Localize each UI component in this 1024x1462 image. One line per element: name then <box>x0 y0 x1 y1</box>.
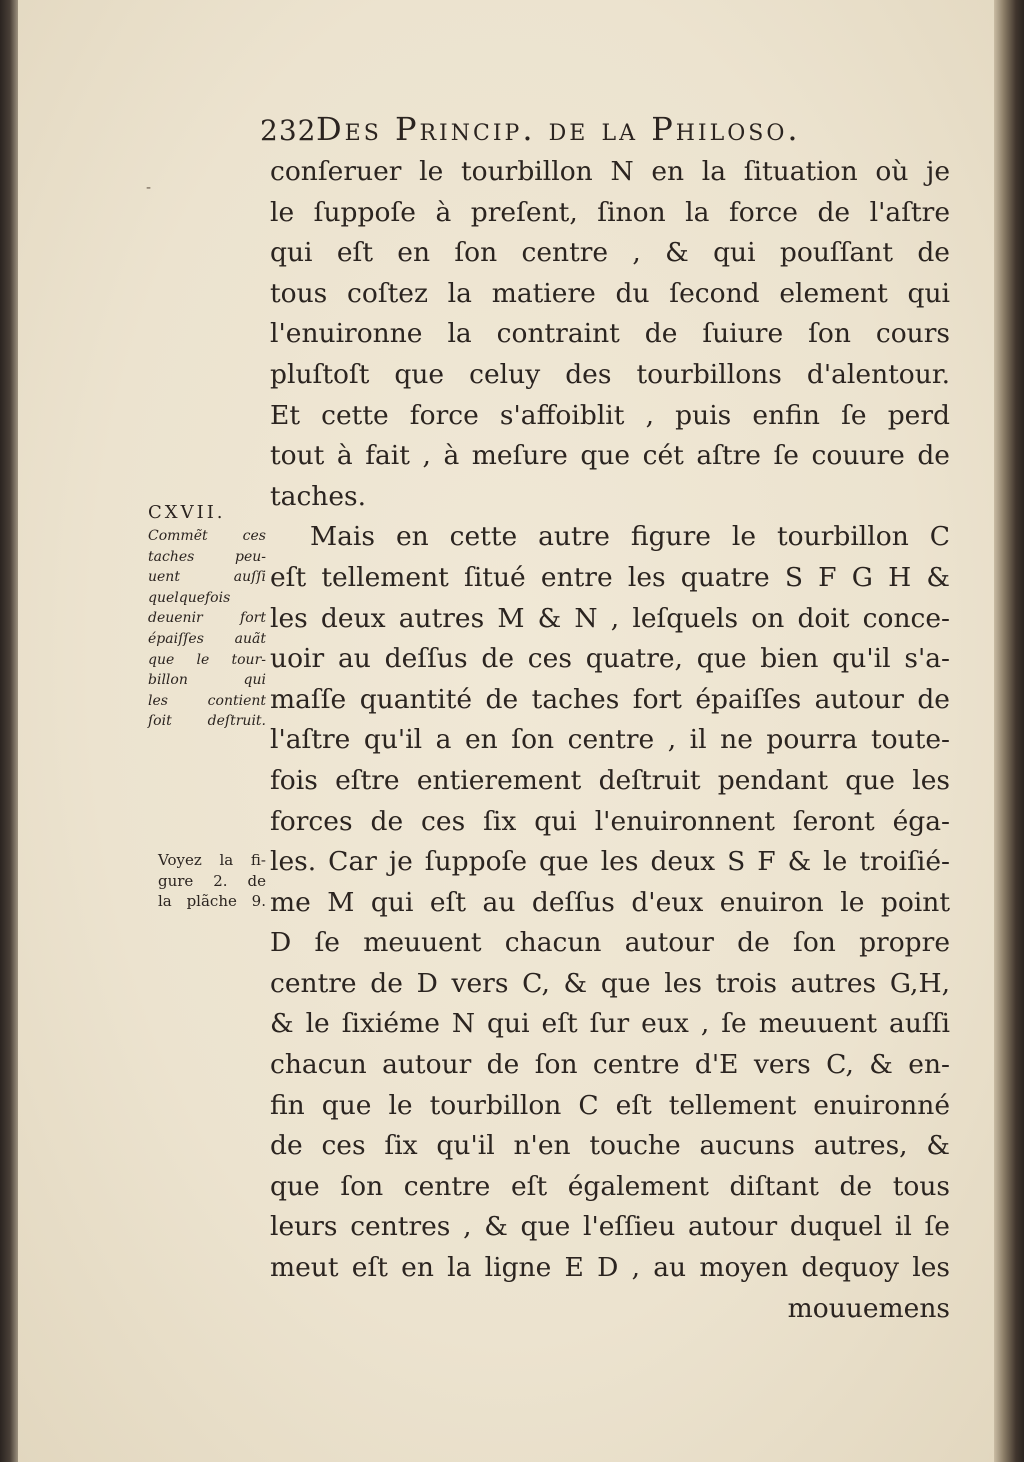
text-line: uoir au deſſus de ces quatre, que bien qu'il s'a- <box>270 643 950 675</box>
margin-note-line: Commẽt ces <box>148 528 266 544</box>
margin-note-line: ſoit deſtruit. <box>148 713 266 730</box>
margin-note-line: la plãche 9. <box>158 892 266 910</box>
article-number: CXVII. <box>148 502 226 523</box>
text-line: conſeruer le tourbillon N en la ſituation où je <box>270 156 950 187</box>
margin-note-line: épaiſſes auãt <box>148 630 266 647</box>
margin-note-line: Voyez la fi- <box>158 851 266 869</box>
text-line: qui eſt en ſon centre , & qui pouſſant de <box>270 237 950 269</box>
text-line: D ſe meuuent chacun autour de ſon propre <box>270 927 950 959</box>
text-line: centre de D vers C, & que les trois autres G,H, <box>270 967 950 999</box>
text-line: fois eſtre entierement deſtruit pendant que les <box>270 764 950 796</box>
text-line: eſt tellement ſitué entre les quatre S F G H & <box>270 561 950 593</box>
catchword: mouuemens <box>787 1292 950 1324</box>
page-edge-shadow <box>994 0 1024 1462</box>
margin-note-line: quelquefois <box>148 589 231 606</box>
text-line: tout à fait , à meſure que cét aſtre ſe couure de <box>270 440 950 472</box>
text-line: le ſuppoſe à preſent, ſinon la force de l'aſtre <box>270 196 950 228</box>
text-line: maſſe quantité de taches fort épaiſſes autour de <box>270 683 950 715</box>
margin-note-line: les contient <box>148 692 266 709</box>
margin-note-line: deuenir fort <box>148 610 266 627</box>
running-head: Des Princip. de la Philoso. <box>316 110 801 148</box>
text-line: les deux autres M & N , leſquels on doit conce- <box>270 602 950 634</box>
body-text <box>270 152 950 1329</box>
text-line: meut eſt en la ligne E D , au moyen dequoy les <box>270 1252 950 1284</box>
text-line: tous coſtez la matiere du ſecond element qui <box>270 277 950 309</box>
page-header <box>260 110 950 154</box>
text-line: l'aſtre qu'il a en ſon centre , il ne pourra toute- <box>270 724 950 756</box>
text-line: que ſon centre eſt également diſtant de tous <box>270 1170 950 1202</box>
text-line: fin que le tourbillon C eſt tellement enuironné <box>270 1089 950 1121</box>
text-line: chacun autour de ſon centre d'E vers C, & en- <box>270 1049 950 1081</box>
paragraph-start-line: Mais en cette autre figure le tourbillon C <box>310 521 950 553</box>
text-line: forces de ces ſix qui l'enuironnent ſeront éga- <box>270 805 950 837</box>
margin-note-line: billon qui <box>148 672 266 689</box>
text-line: l'enuironne la contraint de ſuiure ſon cours <box>270 318 950 350</box>
margin-note-line: uent auſſi <box>148 569 266 586</box>
text-line: leurs centres , & que l'eſſieu autour duquel il ſe <box>270 1211 950 1243</box>
page-number: 232 <box>260 114 317 147</box>
margin-note-line: gure 2. de <box>158 871 266 890</box>
text-line: Et cette force s'affoiblit , puis enfin ſe perd <box>270 399 950 431</box>
text-line: les. Car je ſuppoſe que les deux S F & le troiſié- <box>270 846 950 878</box>
margin-note-line: que le tour- <box>148 651 266 668</box>
text-line: me M qui eſt au deſſus d'eux enuiron le point <box>270 886 950 918</box>
text-line: taches. <box>270 480 367 512</box>
margin-note-article <box>148 500 266 732</box>
text-line: pluſtoſt que celuy des tourbillons d'alentour. <box>270 358 950 390</box>
margin-note-line: taches peu- <box>148 548 266 565</box>
text-line: & le ſixiéme N qui eſt ſur eux , ſe meuuent auſſi <box>270 1008 950 1040</box>
paper-speck: - <box>146 180 152 196</box>
text-line: de ces ſix qu'il n'en touche aucuns autres, & <box>270 1130 950 1162</box>
margin-note-figure-reference <box>158 850 266 912</box>
